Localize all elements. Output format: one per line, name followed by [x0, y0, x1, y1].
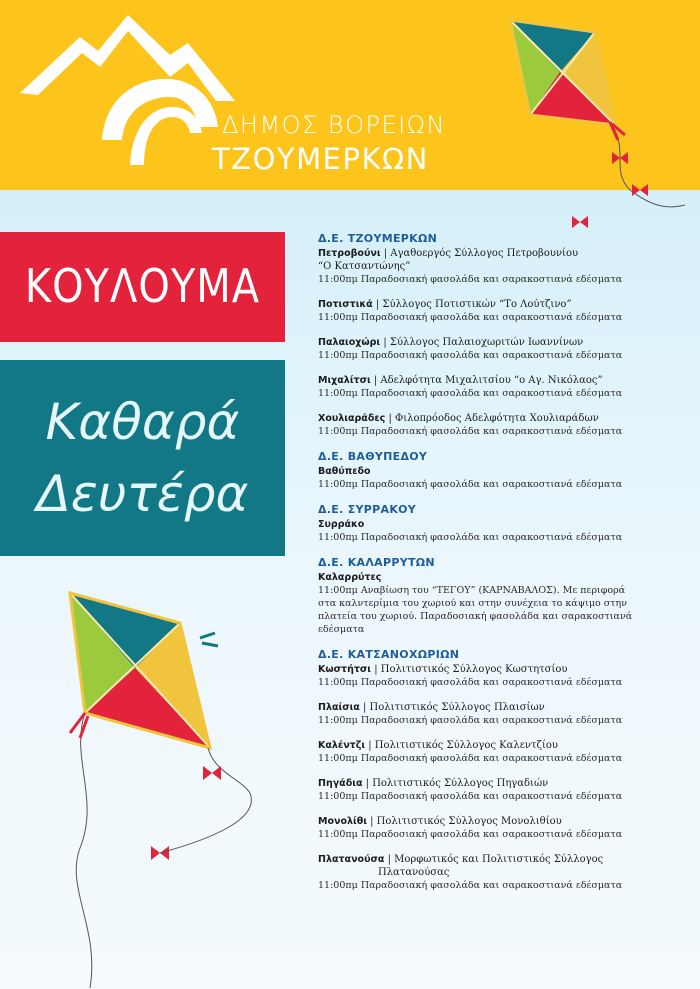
- village-name: Πηγάδια: [318, 778, 363, 789]
- event-description: 11:00πμ Παραδοσιακή φασολάδα και σαρακοστιανά εδέσματα: [318, 479, 623, 490]
- district-title: Δ.Ε. ΚΑΤΣΑΝΟΧΩΡΙΩΝ: [318, 648, 460, 661]
- municipality-name-line1: ΔΗΜΟΣ ΒΟΡΕΙΩΝ: [222, 111, 446, 139]
- kite-bottom-left-icon: [40, 588, 270, 988]
- district-group: [318, 503, 648, 544]
- organizer-line2: Πλατανούσας: [378, 867, 450, 878]
- organizer: | Μορφωτικός και Πολιτιστικός Σύλλογος: [384, 854, 604, 865]
- list-item: [318, 374, 648, 400]
- village-name: Μιχαλίτσι: [318, 375, 371, 386]
- event-description: 11:00πμ Παραδοσιακή φασολάδα και σαρακοστιανά εδέσματα: [318, 426, 623, 437]
- list-item: [318, 465, 648, 491]
- koulouma-banner: [0, 232, 285, 342]
- village-name: Πλατανούσα: [318, 854, 385, 865]
- list-item: [318, 298, 648, 324]
- village-name: Ποτιστικά: [318, 299, 373, 310]
- organizer: | Πολιτιστικός Σύλλογος Μονολιθίου: [366, 816, 562, 827]
- event-description: 11:00πμ Παραδοσιακή φασολάδα και σαρακοστιανά εδέσματα: [318, 791, 623, 802]
- village-name: Καλέντζι: [318, 740, 366, 751]
- event-description: 11:00πμ Παραδοσιακή φασολάδα και σαρακοστιανά εδέσματα: [318, 880, 623, 891]
- village-name: Κωστήτσι: [318, 664, 372, 675]
- event-description-line2: στα καλντερίμια του χωριού και στην συνέχεια το κάψιμο στην: [318, 598, 628, 609]
- list-item: [318, 571, 648, 636]
- event-description: 11:00πμ Παραδοσιακή φασολάδα και σαρακοστιανά εδέσματα: [318, 532, 623, 543]
- list-item: [318, 412, 648, 438]
- list-item: [318, 336, 648, 362]
- list-item: [318, 815, 648, 841]
- event-description-line3: πλατεία του χωριού. Παραδοσιακή φασολάδα και σαρακοστιανά εδέσματα: [318, 611, 633, 635]
- village-name: Μονολίθι: [318, 816, 367, 827]
- event-description: 11:00πμ Παραδοσιακή φασολάδα και σαρακοστιανά εδέσματα: [318, 388, 623, 399]
- organizer: | Σύλλογος Παλαιοχωριτών Ιωαννίνων: [380, 337, 584, 348]
- program-list: [318, 232, 648, 904]
- list-item: [318, 247, 648, 286]
- organizer: | Πολιτιστικός Σύλλογος Κωστητσίου: [371, 664, 568, 675]
- municipality-name-line2: ΤΖΟΥΜΕΡΚΩΝ: [212, 142, 429, 176]
- list-item: [318, 777, 648, 803]
- event-description: 11:00πμ Παραδοσιακή φασολάδα και σαρακοστιανά εδέσματα: [318, 829, 623, 840]
- list-item: [318, 663, 648, 689]
- list-item: [318, 853, 648, 892]
- organizer: | Πολιτιστικός Σύλλογος Καλεντζίου: [365, 740, 558, 751]
- event-description: 11:00πμ Παραδοσιακή φασολάδα και σαρακοστιανά εδέσματα: [318, 715, 623, 726]
- clean-monday-word1: Καθαρά: [45, 393, 240, 451]
- district-group: [318, 450, 648, 491]
- koulouma-title: ΚΟΥΛΟΥΜΑ: [24, 260, 261, 314]
- district-title: Δ.Ε. ΣΥΡΡΑΚΟΥ: [318, 503, 417, 516]
- event-description: 11:00πμ Παραδοσιακή φασολάδα και σαρακοστιανά εδέσματα: [318, 350, 623, 361]
- village-name: Πετροβούνι: [318, 248, 381, 259]
- list-item: [318, 701, 648, 727]
- district-title: Δ.Ε. ΚΑΛΑΡΡΥΤΩΝ: [318, 556, 435, 569]
- organizer: | Σύλλογος Ποτιστικών “Το Λούτζινο”: [372, 299, 572, 310]
- village-name: Πλαίσια: [318, 702, 360, 713]
- kite-top-right-icon: [480, 10, 690, 235]
- organizer: | Φιλοπρόοδος Αδελφότητα Χουλιαράδων: [385, 413, 599, 424]
- event-description: 11:00πμ Αναβίωση του “ΤΕΓΟΥ” (ΚΑΡΝΑΒΑΛΟΣ). Με περιφορά: [318, 585, 626, 596]
- list-item: [318, 739, 648, 765]
- event-description: 11:00πμ Παραδοσιακή φασολάδα και σαρακοστιανά εδέσματα: [318, 753, 623, 764]
- clean-monday-word2: Δευτέρα: [36, 465, 249, 523]
- event-description: 11:00πμ Παραδοσιακή φασολάδα και σαρακοστιανά εδέσματα: [318, 274, 623, 285]
- district-group: [318, 232, 648, 438]
- village-name: Συρράκο: [318, 519, 365, 530]
- district-title: Δ.Ε. ΤΖΟΥΜΕΡΚΩΝ: [318, 232, 438, 245]
- village-name: Καλαρρύτες: [318, 572, 382, 583]
- event-description: 11:00πμ Παραδοσιακή φασολάδα και σαρακοστιανά εδέσματα: [318, 312, 623, 323]
- list-item: [318, 518, 648, 544]
- village-name: Βαθύπεδο: [318, 466, 371, 477]
- organizer: | Αδελφότητα Μιχαλιτσίου “ο Αγ. Νικόλαος”: [370, 375, 603, 386]
- district-group: [318, 556, 648, 636]
- clean-monday-banner: [0, 360, 285, 556]
- event-description: 11:00πμ Παραδοσιακή φασολάδα και σαρακοστιανά εδέσματα: [318, 677, 623, 688]
- organizer: | Αγαθοεργός Σύλλογος Πετροβουνίου: [380, 248, 579, 259]
- organizer: | Πολιτιστικός Σύλλογος Πηγαδιών: [362, 778, 549, 789]
- district-title: Δ.Ε. ΒΑΘΥΠΕΔΟΥ: [318, 450, 428, 463]
- organizer: | Πολιτιστικός Σύλλογος Πλαισίων: [359, 702, 545, 713]
- village-name: Παλαιοχώρι: [318, 337, 381, 348]
- organizer-line2: “Ο Κατσαντώνης”: [318, 261, 411, 272]
- district-group: [318, 648, 648, 892]
- village-name: Χουλιαράδες: [318, 413, 386, 424]
